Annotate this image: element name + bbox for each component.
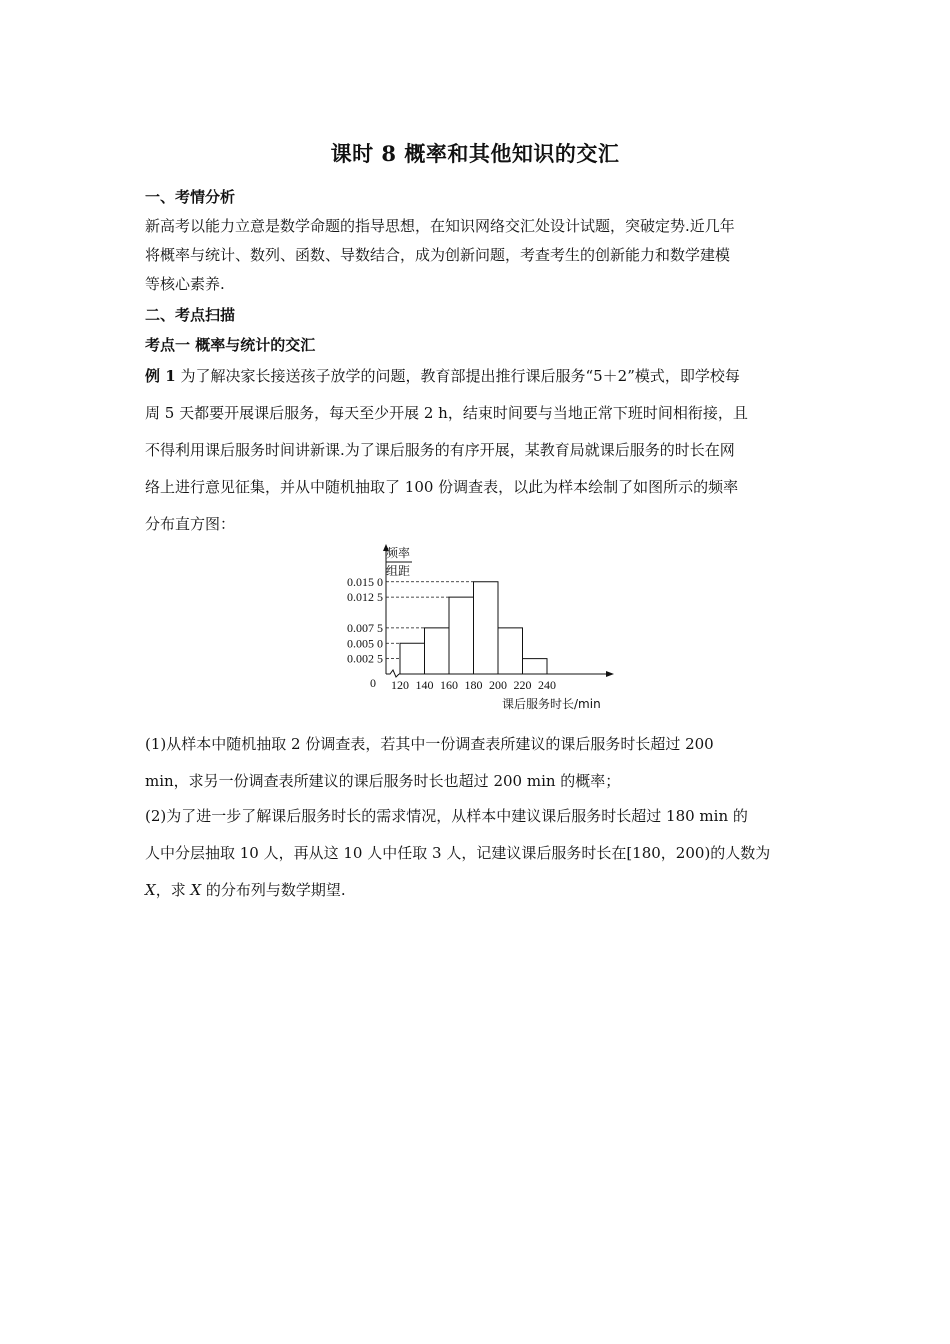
example-first-line: 为了解决家长接送孩子放学的问题，教育部提出推行课后服务“5＋2”模式，即学校每 bbox=[180, 367, 740, 385]
chart-x-ticks bbox=[391, 678, 556, 692]
question-2-line-3 bbox=[145, 872, 807, 909]
histogram-bar bbox=[523, 659, 548, 674]
frequency-histogram bbox=[330, 542, 620, 714]
section-1 bbox=[145, 186, 807, 299]
page-title: 课时 8 概率和其他知识的交汇 bbox=[330, 141, 620, 166]
x-tick-label: 200 bbox=[489, 678, 507, 692]
x-axis-break-mark bbox=[386, 670, 399, 677]
question-2-line-2: 人中分层抽取 10 人，再从这 10 人中任取 3 人，记建议课后服务时长在[180，200)的人数为 bbox=[145, 844, 771, 862]
origin-label: 0 bbox=[370, 676, 376, 690]
chart-dashed-guides bbox=[386, 582, 474, 659]
section-1-line-3: 等核心素养. bbox=[145, 275, 225, 293]
histogram-bar bbox=[474, 582, 499, 674]
y-tick-label: 0.005 0 bbox=[347, 636, 383, 651]
section-1-line-1: 新高考以能力立意是数学命题的指导思想，在知识网络交汇处设计试题，突破定势.近几年 bbox=[145, 217, 735, 235]
x-tick-label: 120 bbox=[391, 678, 409, 692]
y-axis-label-top: 频率 bbox=[386, 546, 411, 560]
variable-x-1: X bbox=[145, 881, 156, 899]
section-2-subheading: 考点一 概率与统计的交汇 bbox=[145, 336, 316, 354]
variable-x-2: X bbox=[190, 881, 202, 899]
question-2-line-3-mid: ，求 bbox=[155, 881, 191, 899]
question-1-line-2: min，求另一份调查表所建议的课后服务时长也超过 200 min 的概率； bbox=[145, 772, 621, 790]
x-axis-label: 课后服务时长/min bbox=[502, 697, 601, 711]
example-line-2: 周 5 天都要开展课后服务，每天至少开展 2 h，结束时间要与当地正常下班时间相衔接，且 bbox=[145, 404, 748, 422]
example-line-5: 分布直方图： bbox=[145, 515, 236, 533]
example-1 bbox=[145, 358, 807, 543]
x-tick-label: 220 bbox=[513, 678, 532, 692]
section-2-heading: 二、考点扫描 bbox=[145, 306, 236, 324]
histogram-bar bbox=[449, 597, 474, 674]
section-1-heading: 一、考情分析 bbox=[145, 188, 236, 206]
y-tick-label: 0.015 0 bbox=[347, 574, 383, 589]
section-1-line-2: 将概率与统计、数列、函数、导数结合，成为创新问题，考查考生的创新能力和数学建模 bbox=[145, 246, 731, 264]
question-1-line-1: (1)从样本中随机抽取 2 份调查表，若其中一份调查表所建议的课后服务时长超过 200 bbox=[145, 735, 714, 753]
example-line-3: 不得利用课后服务时间讲新课.为了课后服务的有序开展，某教育局就课后服务的时长在网 bbox=[145, 441, 735, 459]
chart-y-ticks bbox=[347, 575, 383, 666]
question-2 bbox=[145, 798, 807, 909]
example-label: 例 1 bbox=[145, 367, 176, 385]
x-tick-label: 140 bbox=[415, 678, 434, 692]
question-2-line-3-end: 的分布列与数学期望. bbox=[201, 881, 346, 899]
x-tick-label: 240 bbox=[538, 678, 556, 692]
question-2-line-1: (2)为了进一步了解课后服务时长的需求情况，从样本中建议课后服务时长超过 180 min 的 bbox=[145, 807, 748, 825]
example-line-4: 络上进行意见征集，并从中随机抽取了 100 份调查表，以此为样本绘制了如图所示的频率 bbox=[145, 478, 739, 496]
example-line-1 bbox=[145, 358, 807, 395]
y-tick-label: 0.002 5 bbox=[347, 651, 383, 666]
x-axis-arrow bbox=[606, 671, 614, 677]
question-1 bbox=[145, 726, 807, 800]
histogram-bar bbox=[498, 628, 523, 674]
x-tick-label: 180 bbox=[464, 678, 483, 692]
y-tick-label: 0.007 5 bbox=[347, 620, 383, 635]
y-axis-label-bottom: 组距 bbox=[386, 564, 411, 578]
section-2 bbox=[145, 304, 807, 356]
x-tick-label: 160 bbox=[440, 678, 458, 692]
histogram-bar bbox=[425, 628, 450, 674]
y-tick-label: 0.012 5 bbox=[347, 590, 383, 605]
histogram-bar bbox=[400, 643, 425, 674]
